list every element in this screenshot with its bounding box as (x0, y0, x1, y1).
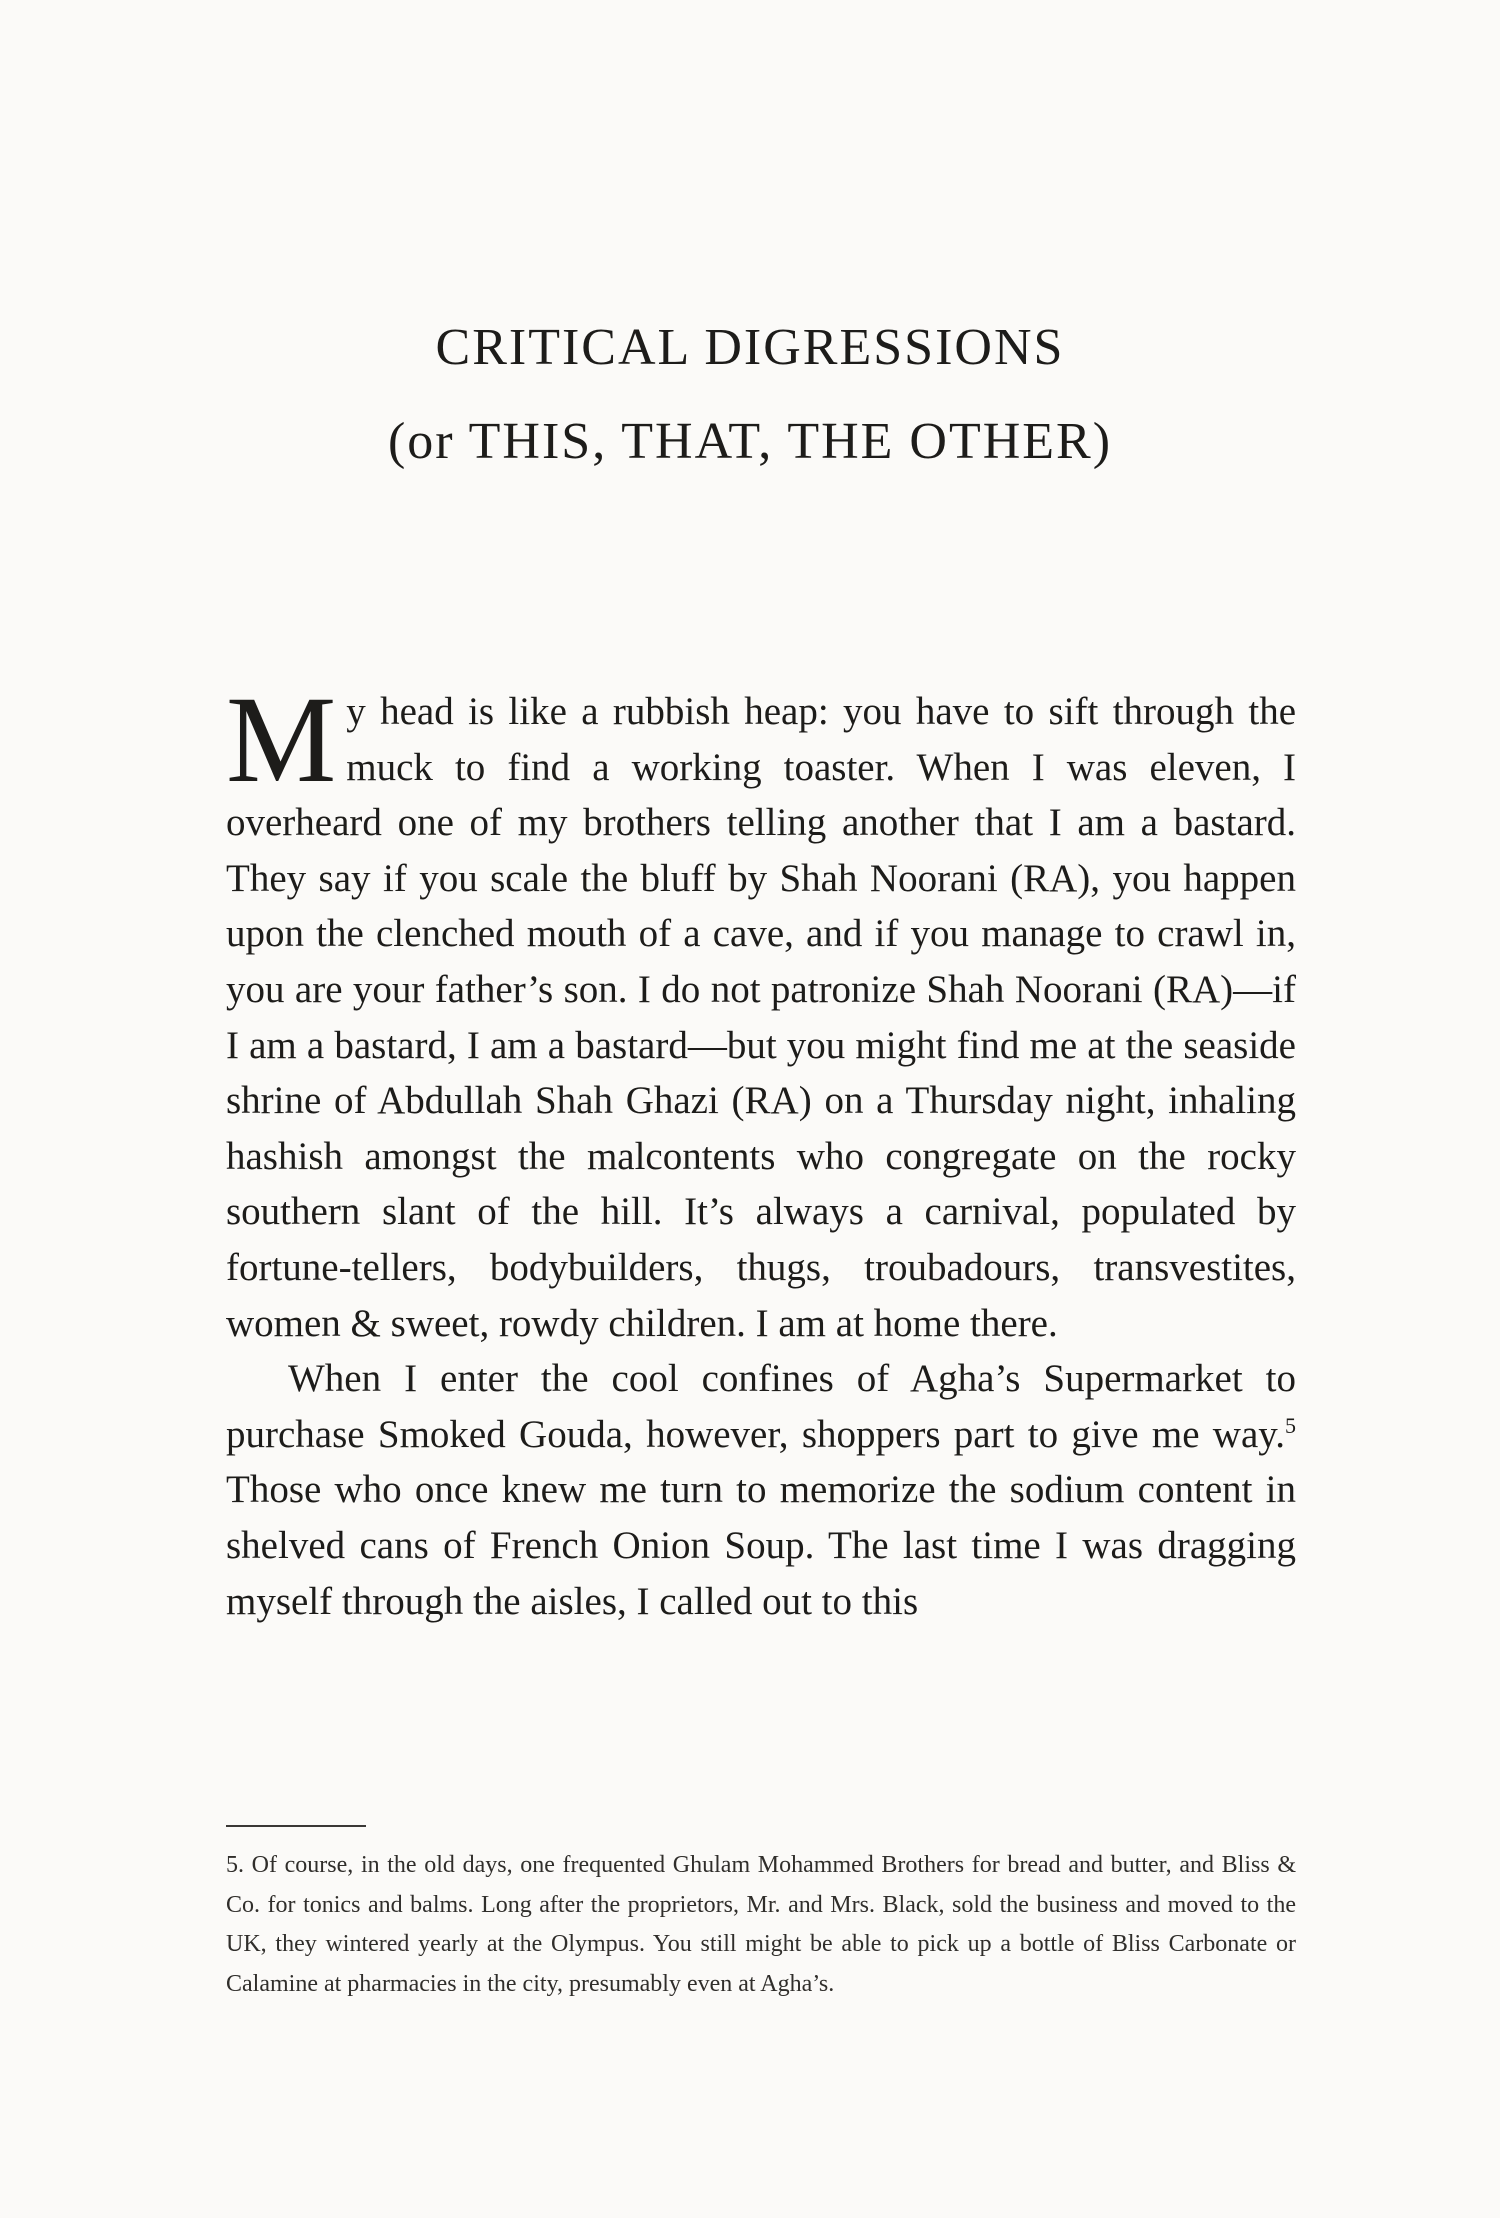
paragraph-2-text-b: Those who once knew me turn to memorize the sodium content in shelved cans of French Onion Soup. The last time I was dragging myself through the aisles, I called out to this (226, 1468, 1296, 1623)
paragraph-1 (226, 671, 1296, 1351)
body-text (226, 671, 1296, 1629)
chapter-title: CRITICAL DIGRESSIONS (435, 319, 1065, 376)
footnote: 5. Of course, in the old days, one frequented Ghulam Mohammed Brothers for bread and butter, and Bliss & Co. for tonics and balms. Long after the proprietors, Mr. and Mrs. Black, sold the business and moved to the UK, they wintered yearly at the Olympus. You still might be able to pick up a bottle of Bliss Carbonate or Calamine at pharmacies in the city, presumably even at Agha’s. (226, 1852, 1296, 1997)
paragraph-2-text-a: When I enter the cool confines of Agha’s Supermarket to purchase Smoked Gouda, however, shoppers part to give me way. (226, 1357, 1296, 1456)
paragraph-1-text: y head is like a rubbish heap: you have to sift through the muck to find a working toaster. When I was eleven, I overheard one of my brothers telling another that I am a bastard. They say if you scale the bluff by Shah Noorani (RA), you happen upon the clenched mouth of a cave, and if you manage to crawl in, you are your father’s son. I do not patronize Shah Noorani (RA)—if I am a bastard, I am a bastard—but you might find me at the seaside shrine of Abdullah Shah Ghazi (RA) on a Thursday night, inhaling hashish amongst the malcontents who congregate on the rocky southern slant of the hill. It’s always a carnival, populated by fortune-tellers, bodybuilders, thugs, troubadours, transvestites, women & sweet, rowdy children. I am at home there. (226, 690, 1296, 1345)
chapter-subtitle: (or THIS, THAT, THE OTHER) (387, 413, 1113, 470)
footnote-divider (226, 1825, 366, 1827)
drop-cap: M (226, 671, 337, 808)
footnote-reference: 5 (1285, 1412, 1296, 1438)
paragraph-2 (226, 1351, 1296, 1629)
